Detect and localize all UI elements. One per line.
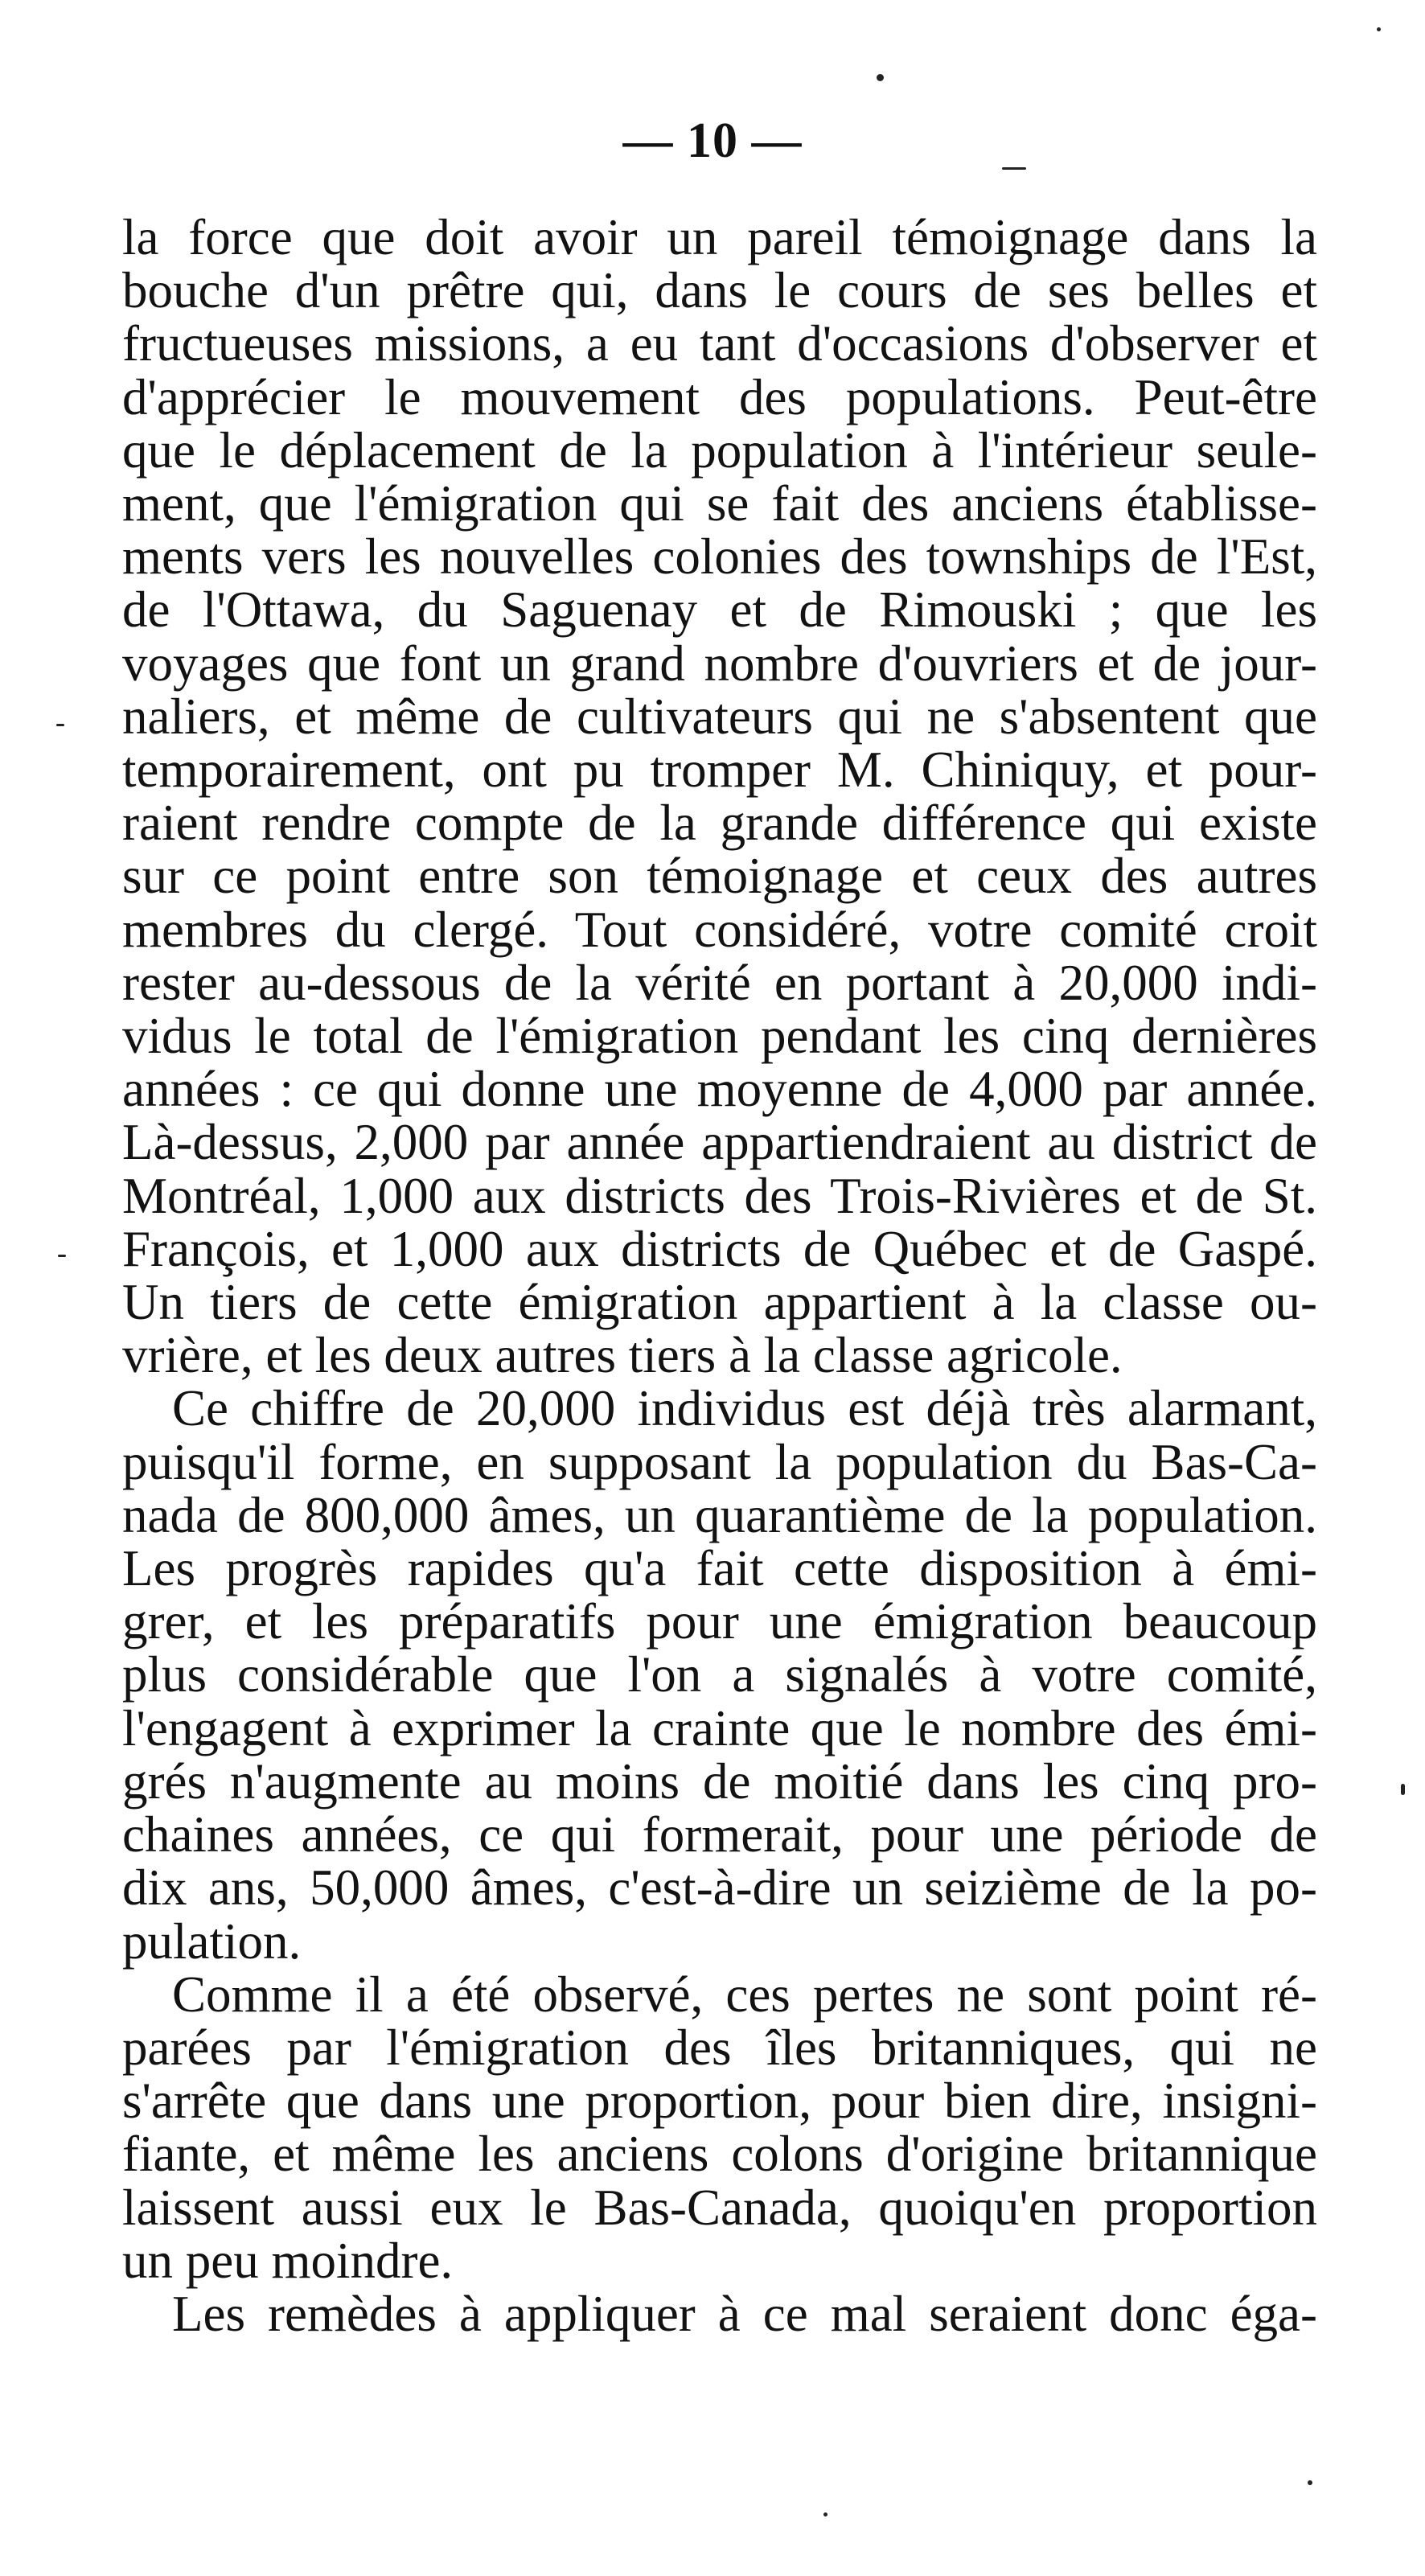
- scan-speck: [1002, 167, 1026, 170]
- text-line: raient rendre compte de la grande différence qui existe: [122, 795, 1317, 852]
- paragraph-2: [122, 1380, 1317, 1970]
- paragraph-1: [122, 211, 1317, 1382]
- text-line: Un tiers de cette émigration appartient à la classe ou-: [122, 1274, 1317, 1331]
- text-line: Les progrès rapides qu'a fait cette disposition à émi-: [122, 1540, 1317, 1597]
- text-line: grés n'augmente au moins de moitié dans les cinq pro-: [122, 1752, 1317, 1810]
- paragraph-4: [122, 2287, 1317, 2340]
- text-line: ments vers les nouvelles colonies des townships de l'Est,: [122, 528, 1317, 585]
- text-line: plus considérable que l'on a signalés à votre comité,: [122, 1646, 1317, 1703]
- text-line: temporairement, ont pu tromper M. Chiniquy, et pour-: [122, 742, 1317, 799]
- text-line: vidus le total de l'émigration pendant les cinq dernières: [122, 1008, 1317, 1065]
- text-line: d'apprécier le mouvement des populations. Peut-être: [122, 368, 1317, 425]
- text-line: Là-dessus, 2,000 par année appartiendraient au district de: [122, 1114, 1317, 1171]
- scan-speck: [823, 2512, 827, 2516]
- text-line: de l'Ottawa, du Saguenay et de Rimouski ; que les: [122, 581, 1317, 639]
- text-line: François, et 1,000 aux districts de Québec et de Gaspé.: [122, 1220, 1317, 1277]
- scan-speck: [1377, 27, 1381, 31]
- text-line: fiante, et même les anciens colons d'origine britannique: [122, 2126, 1317, 2183]
- text-line: rester au-dessous de la vérité en portant à 20,000 indi-: [122, 954, 1317, 1011]
- text-line: laissent aussi eux le Bas-Canada, quoiqu'en proportion: [122, 2179, 1317, 2236]
- text-line: Comme il a été observé, ces pertes ne sont point ré-: [172, 1966, 1317, 2023]
- text-line: parées par l'émigration des îles britanniques, qui ne: [122, 2019, 1317, 2076]
- text-line: chaines années, ce qui formerait, pour une période de: [122, 1806, 1317, 1863]
- text-line: naliers, et même de cultivateurs qui ne s'absentent que: [122, 688, 1317, 745]
- scan-speck: [58, 1255, 66, 1257]
- scan-speck: [877, 74, 884, 81]
- text-line: bouche d'un prêtre qui, dans le cours de ses belles et: [122, 262, 1317, 319]
- text-line: membres du clergé. Tout considéré, votre comité croit: [122, 901, 1317, 958]
- text-line: grer, et les préparatifs pour une émigration beaucoup: [122, 1593, 1317, 1650]
- text-line: que le déplacement de la population à l'intérieur seule-: [122, 421, 1317, 479]
- text-line: l'engagent à exprimer la crainte que le nombre des émi-: [122, 1699, 1317, 1756]
- text-line: années : ce qui donne une moyenne de 4,000 par année.: [122, 1061, 1317, 1118]
- text-line: Les remèdes à appliquer à ce mal seraient donc éga-: [172, 2285, 1317, 2342]
- text-line: s'arrête que dans une proportion, pour bien dire, insigni-: [122, 2073, 1317, 2130]
- scan-speck: [1308, 2480, 1312, 2485]
- text-line: ment, que l'émigration qui se fait des anciens établisse-: [122, 475, 1317, 532]
- text-line: fructueuses missions, a eu tant d'occasions d'observer et: [122, 315, 1317, 372]
- text-line: la force que doit avoir un pareil témoignage dans la: [122, 209, 1317, 265]
- text-line: puisqu'il forme, en supposant la population du Bas-Ca-: [122, 1433, 1317, 1490]
- page-number: — 10 —: [622, 113, 803, 168]
- paragraph-3: [122, 1968, 1317, 2287]
- text-line: nada de 800,000 âmes, un quarantième de la population.: [122, 1486, 1317, 1543]
- text-line: voyages que font un grand nombre d'ouvriers et de jour-: [122, 635, 1317, 692]
- text-line: Ce chiffre de 20,000 individus est déjà très alarmant,: [172, 1380, 1317, 1437]
- text-line: pulation.: [122, 1912, 302, 1970]
- text-line: dix ans, 50,000 âmes, c'est-à-dire un seizième de la po-: [122, 1859, 1317, 1917]
- scan-speck: [1401, 1784, 1405, 1795]
- body-text: [122, 211, 1317, 2340]
- text-line: un peu moindre.: [122, 2232, 454, 2289]
- scan-speck: [56, 724, 64, 726]
- text-line: Montréal, 1,000 aux districts des Trois-Rivières et de St.: [122, 1167, 1317, 1224]
- text-line: vrière, et les deux autres tiers à la classe agricole.: [122, 1327, 1123, 1384]
- text-line: sur ce point entre son témoignage et ceux des autres: [122, 848, 1317, 905]
